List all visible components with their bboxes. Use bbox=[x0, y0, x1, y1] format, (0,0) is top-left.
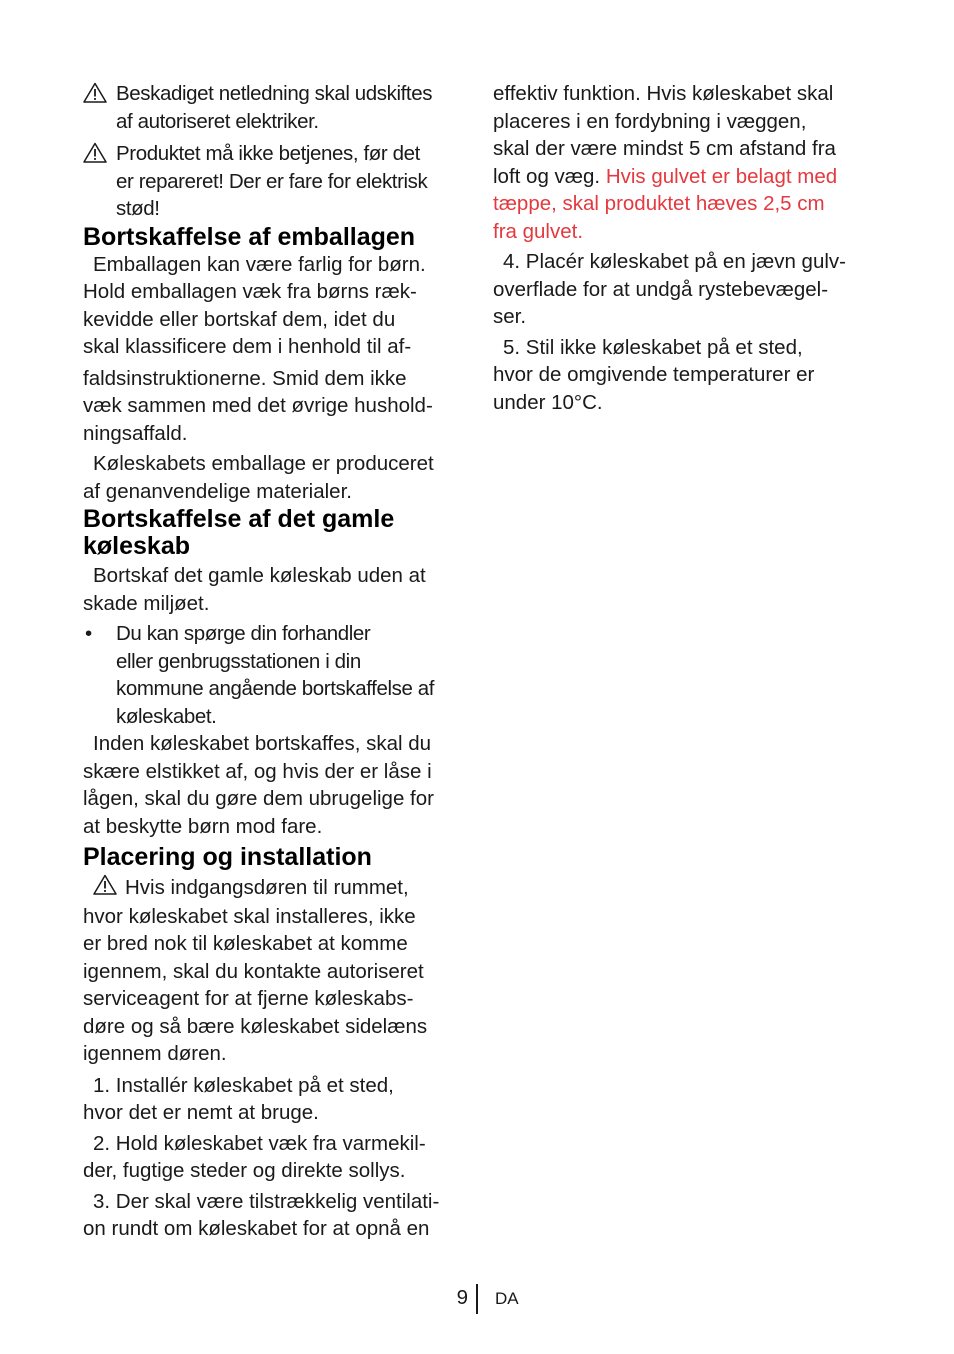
text-line: Køleskabets emballage er produceret bbox=[93, 452, 434, 475]
text-line: kevidde eller bortskaf dem, idet du bbox=[83, 307, 396, 331]
text-span: Hvis indgangsdøren til rummet, bbox=[125, 876, 409, 899]
paragraph-cut-plug bbox=[83, 730, 468, 840]
text-line: stød! bbox=[116, 197, 160, 220]
page-number: 9 bbox=[456, 1286, 468, 1309]
text-line: eller genbrugsstationen i din bbox=[116, 649, 361, 673]
paragraph-recyclable bbox=[83, 450, 468, 505]
right-column bbox=[493, 80, 878, 416]
text-line: skære elstikket af, og hvis der er låse i bbox=[83, 759, 432, 783]
warning-triangle-icon bbox=[83, 82, 107, 103]
text-line: igennem døren. bbox=[83, 1042, 227, 1065]
text-line: at beskytte børn mod fare. bbox=[83, 814, 323, 838]
text-line: Produktet må ikke betjenes, før det bbox=[116, 142, 420, 165]
text-line: af autoriseret elektriker. bbox=[116, 109, 319, 133]
text-line: køleskabet. bbox=[116, 704, 217, 728]
text-line: placeres i en fordybning i væggen, bbox=[493, 109, 807, 133]
text-line: 3. Der skal være tilstrækkelig ventilati- bbox=[93, 1189, 440, 1213]
language-code: DA bbox=[495, 1289, 519, 1308]
text-line: 2. Hold køleskabet væk fra varmekil- bbox=[93, 1131, 426, 1155]
text-line: on rundt om køleskabet for at opnå en bbox=[83, 1217, 430, 1240]
heading-old-fridge-disposal bbox=[83, 506, 468, 560]
text-line: ningsaffald. bbox=[83, 421, 188, 445]
text-line: Inden køleskabet bortskaffes, skal du bbox=[93, 732, 432, 755]
text-line: overflade for at undgå rystebevægel- bbox=[493, 277, 829, 301]
text-line: lågen, skal du gøre dem ubrugelige for bbox=[83, 787, 434, 810]
text-line: under 10°C. bbox=[493, 390, 603, 414]
step-2 bbox=[83, 1130, 468, 1185]
text-line: skade miljøet. bbox=[83, 591, 210, 615]
text-line: kommune angående bortskaffelse af bbox=[116, 677, 435, 700]
step-4 bbox=[493, 248, 878, 331]
footer-divider bbox=[476, 1284, 478, 1314]
warning-power-cord bbox=[83, 80, 468, 135]
heading-packaging-disposal: Bortskaffelse af emballagen bbox=[83, 222, 416, 251]
text-line bbox=[493, 163, 878, 191]
text-line: er repareret! Der er fare for elektrisk bbox=[116, 169, 428, 193]
text-line: igennem, skal du kontakte autoriseret bbox=[83, 959, 424, 983]
paragraph-door-width bbox=[83, 874, 468, 1068]
text-line: hvor køleskabet skal installeres, ikke bbox=[83, 904, 416, 928]
heading-placement-installation: Placering og installation bbox=[83, 843, 372, 871]
paragraph-old-fridge bbox=[83, 562, 468, 617]
text-line: Du kan spørge din forhandler bbox=[116, 622, 371, 645]
text-line: døre og så bære køleskabet sidelæns bbox=[83, 1014, 428, 1038]
bullet-symbol: • bbox=[85, 622, 92, 645]
paragraph-ventilation-continued bbox=[493, 80, 878, 245]
text-line: Beskadiget netledning skal udskiftes bbox=[116, 82, 433, 105]
heading-line: Bortskaffelse af det gamle bbox=[83, 505, 395, 533]
text-span: loft og væg. bbox=[493, 164, 606, 188]
step-3 bbox=[83, 1188, 468, 1243]
warning-triangle-icon bbox=[83, 142, 107, 163]
warning-triangle-icon bbox=[93, 874, 117, 903]
text-line: ser. bbox=[493, 305, 527, 328]
text-line: 5. Stil ikke køleskabet på et sted, bbox=[503, 335, 803, 359]
heading-line: køleskab bbox=[83, 532, 191, 560]
text-line: hvor de omgivende temperaturer er bbox=[493, 363, 815, 386]
text-line: faldsinstruktionerne. Smid dem ikke bbox=[83, 366, 407, 390]
text-line: effektiv funktion. Hvis køleskabet skal bbox=[493, 82, 834, 105]
text-line: Hold emballagen væk fra børns ræk- bbox=[83, 280, 417, 303]
carpet-note-line: tæppe, skal produktet hæves 2,5 cm bbox=[493, 192, 825, 215]
text-line: væk sammen med det øvrige hushold- bbox=[83, 394, 433, 417]
text-line: Bortskaf det gamle køleskab uden at bbox=[93, 564, 426, 587]
step-1 bbox=[83, 1072, 468, 1127]
carpet-note-highlight: Hvis gulvet er belagt med bbox=[605, 164, 838, 188]
warning-repair bbox=[83, 140, 468, 223]
text-line: af genanvendelige materialer. bbox=[83, 479, 352, 503]
text-line: der, fugtige steder og direkte sollys. bbox=[83, 1159, 406, 1182]
text-line: er bred nok til køleskabet at komme bbox=[83, 932, 408, 955]
text-line: 1. Installér køleskabet på et sted, bbox=[93, 1073, 394, 1097]
text-line: serviceagent for at fjerne køleskabs- bbox=[83, 987, 414, 1010]
text-line bbox=[83, 874, 468, 903]
text-line: 4. Placér køleskabet på en jævn gulv- bbox=[503, 250, 846, 273]
text-line: skal der være mindst 5 cm afstand fra bbox=[493, 137, 836, 160]
text-line: skal klassificere dem i henhold til af- bbox=[83, 335, 412, 358]
bullet-item-dealer bbox=[83, 620, 468, 730]
carpet-note-line: fra gulvet. bbox=[493, 219, 584, 243]
text-line: Emballagen kan være farlig for børn. bbox=[93, 252, 426, 276]
left-column bbox=[83, 80, 468, 1243]
text-line: hvor det er nemt at bruge. bbox=[83, 1101, 319, 1124]
paragraph-packaging bbox=[83, 251, 468, 448]
step-5 bbox=[493, 334, 878, 417]
